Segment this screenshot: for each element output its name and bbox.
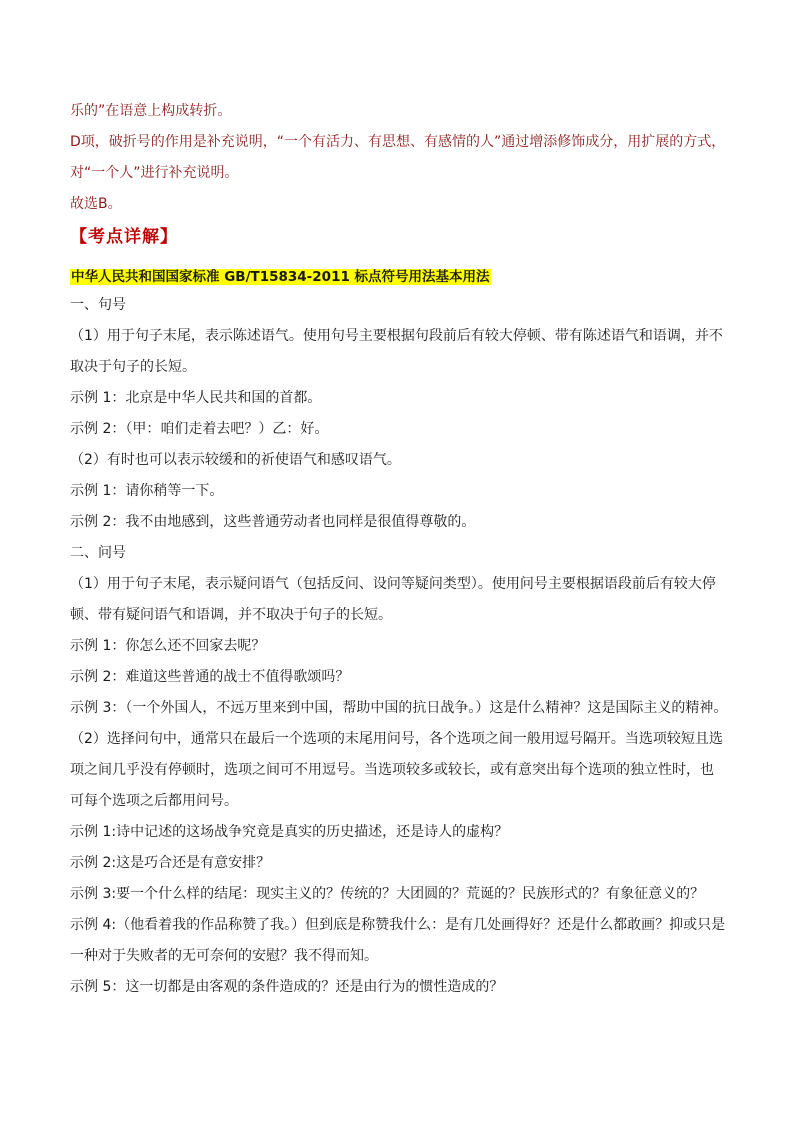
question-example-2: 示例 2：难道这些普通的战士不值得歌颂吗？ xyxy=(70,669,350,685)
answer-line-2: D项，破折号的作用是补充说明，“一个有活力、有思想、有感情的人”通过增添修饰成分，用扩展的方式， xyxy=(70,134,726,150)
answer-line-1: 乐的”在语意上构成转折。 xyxy=(70,103,232,119)
answer-line-3: 对“一个人”进行补充说明。 xyxy=(70,165,239,181)
standard-title-text: 中华人民共和国国家标准 GB/T15834-2011 标点符号用法基本用法 xyxy=(71,269,490,285)
period-example-3: 示例 1：请你稍等一下。 xyxy=(70,483,224,499)
period-example-4: 示例 2：我不由地感到，这些普通劳动者也同样是很值得尊敬的。 xyxy=(70,514,476,530)
answer-line-4: 故选B。 xyxy=(70,196,122,212)
question-example-6: 示例 3:要一个什么样的结尾：现实主义的？传统的？大团圆的？荒诞的？民族形式的？有象征意义的？ xyxy=(70,886,705,902)
document-page xyxy=(70,96,730,1003)
period-heading: 一、句号 xyxy=(70,297,126,313)
question-heading: 二、问号 xyxy=(70,545,126,561)
standard-title xyxy=(70,264,730,290)
question-example-8: 示例 5：这一切都是由客观的条件造成的？还是由行为的惯性造成的？ xyxy=(70,979,504,995)
period-paragraph-1: （1）用于句子末尾，表示陈述语气。使用句号主要根据句段前后有较大停顿、带有陈述语气和语调，并不取决于句子的长短。 xyxy=(70,328,723,375)
section-title: 【考点详解】 xyxy=(70,227,178,247)
period-example-1: 示例 1：北京是中华人民共和国的首都。 xyxy=(70,390,322,406)
question-example-3: 示例 3：（一个外国人，不远万里来到中国，帮助中国的抗日战争。）这是什么精神？这是国际主义的精神。 xyxy=(70,700,728,716)
period-example-2: 示例 2：（甲：咱们走着去吧？）乙：好。 xyxy=(70,421,329,437)
question-paragraph-1: （1）用于句子末尾，表示疑问语气（包括反问、设问等疑问类型）。使用问号主要根据语段前后有较大停顿、带有疑问语气和语调，并不取决于句子的长短。 xyxy=(70,576,716,623)
question-example-5: 示例 2:这是巧合还是有意安排？ xyxy=(70,855,271,871)
period-paragraph-2: （2）有时也可以表示较缓和的祈使语气和感叹语气。 xyxy=(70,452,401,468)
question-example-7: 示例 4:（他看着我的作品称赞了我。）但到底是称赞我什么：是有几处画得好？还是什么都敢画？抑或只是一种对于失败者的无可奈何的安慰？我不得而知。 xyxy=(70,917,726,964)
question-paragraph-2: （2）选择问句中，通常只在最后一个选项的末尾用问号，各个选项之间一般用逗号隔开。当选项较短且选项之间几乎没有停顿时，选项之间可不用逗号。当选项较多或较长，或有意突出每个选项的独立性时，也可每个选项之后都用问号。 xyxy=(70,731,723,809)
question-example-4: 示例 1:诗中记述的这场战争究竟是真实的历史描述，还是诗人的虚构？ xyxy=(70,824,509,840)
question-example-1: 示例 1：你怎么还不回家去呢？ xyxy=(70,638,266,654)
